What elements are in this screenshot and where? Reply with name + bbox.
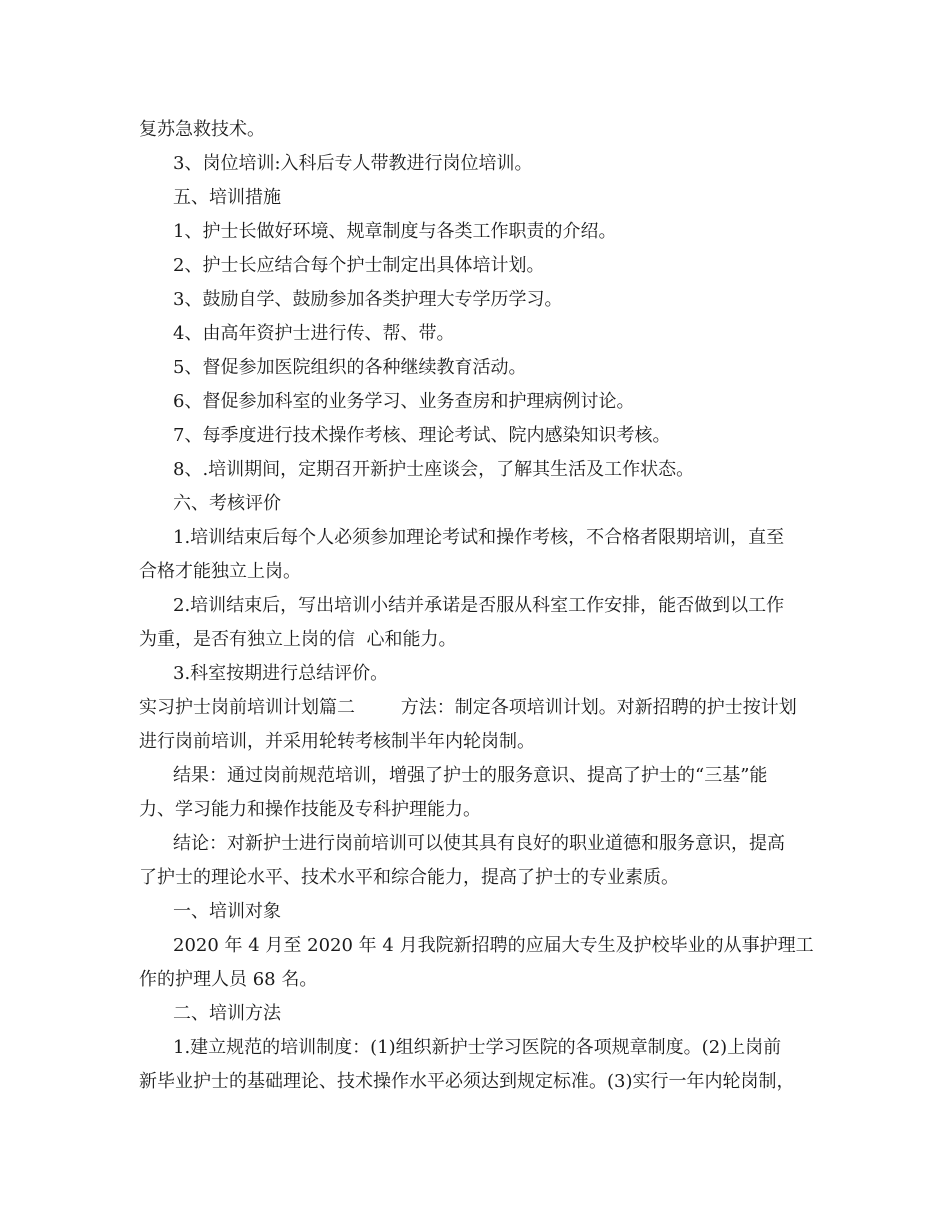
text-line: 2.培训结束后，写出培训小结并承诺是否服从科室工作安排，能否做到以工作 [173,595,785,616]
text-line: 复苏急救技术。 [139,119,265,140]
text-line: 了护士的理论水平、技术水平和综合能力，提高了护士的专业素质。 [139,867,679,888]
text-line: 合格才能独立上岗。 [139,561,301,582]
document-body [139,113,815,1099]
text-line: 1、护士长做好环境、规章制度与各类工作职责的介绍。 [173,221,617,242]
text-line: 1.建立规范的培训制度：(1)组织新护士学习医院的各项规章制度。(2)上岗前 [173,1037,782,1058]
text-line: 进行岗前培训，并采用轮转考核制半年内轮岗制。 [139,731,535,752]
text-line: 二、培训方法 [173,1003,281,1024]
text-line: 1.培训结束后每个人必须参加理论考试和操作考核，不合格者限期培训，直至 [173,527,785,548]
text-line: 5、督促参加医院组织的各种继续教育活动。 [173,357,527,378]
text-line: 一、培训对象 [173,901,281,922]
text-line: 7、每季度进行技术操作考核、理论考试、院内感染知识考核。 [173,425,671,446]
text-line: 作的护理人员 68 名。 [139,969,318,990]
text-line: 6、督促参加科室的业务学习、业务查房和护理病例讨论。 [173,391,635,412]
text-line: 3.科室按期进行总结评价。 [173,663,389,684]
text-line: 结果：通过岗前规范培训，增强了护士的服务意识、提高了护士的“三基”能 [173,765,768,786]
text-line: 3、岗位培训:入科后专人带教进行岗位培训。 [173,153,533,174]
text-line: 五、培训措施 [173,187,281,208]
text-line: 新毕业护士的基础理论、技术操作水平必须达到规定标准。(3)实行一年内轮岗制， [139,1071,795,1092]
text-line: 3、鼓励自学、鼓励参加各类护理大专学历学习。 [173,289,563,310]
text-line: 4、由高年资护士进行传、帮、带。 [173,323,455,344]
text-line: 力、学习能力和操作技能及专科护理能力。 [139,799,481,820]
text-line: 2020 年 4 月至 2020 年 4 月我院新招聘的应届大专生及护校毕业的从事护理工 [173,935,814,956]
text-line: 8、.培训期间，定期召开新护士座谈会，了解其生活及工作状态。 [173,459,695,480]
text-line: 结论：对新护士进行岗前培训可以使其具有良好的职业道德和服务意识，提高 [173,833,785,854]
text-line: 2、护士长应结合每个护士制定出具体培计划。 [173,255,545,276]
text-line: 为重，是否有独立上岗的信 心和能力。 [139,629,457,650]
text-line: 六、考核评价 [173,493,281,514]
text-line: 实习护士岗前培训计划篇二 方法：制定各项培训计划。对新招聘的护士按计划 [139,697,797,718]
